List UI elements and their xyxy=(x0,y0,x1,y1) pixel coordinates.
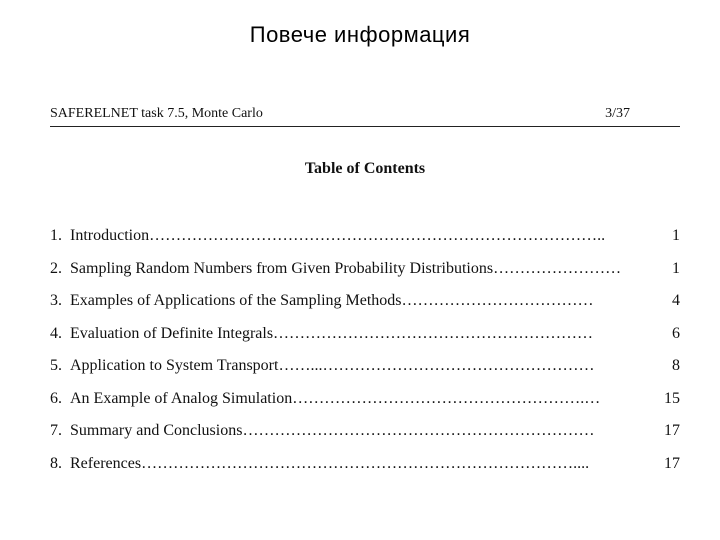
toc-item xyxy=(50,421,680,454)
toc-item-number: 4. xyxy=(50,324,62,342)
toc-item-page: 6 xyxy=(672,324,680,342)
toc-item xyxy=(50,291,680,324)
toc-item-title: Summary and Conclusions………………………………………………………… xyxy=(70,422,595,439)
toc-item-number: 2. xyxy=(50,259,62,277)
toc-item-title: Introduction………………………………………………………………………….. xyxy=(70,227,606,244)
toc-item xyxy=(50,226,680,259)
toc-item-title: Application to System Transport……...…………………………………………… xyxy=(70,357,595,374)
toc-item-title: Examples of Applications of the Sampling Methods……………………………… xyxy=(70,292,594,309)
toc-heading: Table of Contents xyxy=(304,160,426,177)
toc-item-number: 8. xyxy=(50,454,62,472)
toc-item-number: 7. xyxy=(50,422,62,439)
toc-item-title: References……………………………………………………………………….... xyxy=(70,454,590,472)
toc-item-page: 1 xyxy=(672,227,680,244)
toc-item xyxy=(50,324,680,357)
toc-item-number: 3. xyxy=(50,292,62,309)
toc-item-title: Sampling Random Numbers from Given Probability Distributions…………………… xyxy=(70,259,622,277)
document-page-number: 3/37 xyxy=(605,106,630,121)
toc-item-title: An Example of Analog Simulation……………………………………………….… xyxy=(70,389,601,407)
toc-item-page: 4 xyxy=(672,292,680,309)
document-page xyxy=(50,104,680,484)
toc-item-page: 1 xyxy=(672,259,680,277)
toc-item xyxy=(50,454,680,487)
toc-item xyxy=(50,389,680,422)
toc-item xyxy=(50,356,680,389)
document-header-title: SAFERELNET task 7.5, Monte Carlo xyxy=(50,106,263,121)
toc-item-number: 5. xyxy=(50,357,62,374)
toc-item-number: 1. xyxy=(50,227,62,244)
document-header xyxy=(50,104,680,127)
toc-item-page: 15 xyxy=(664,389,680,407)
toc-list xyxy=(50,226,680,486)
toc-item-page: 17 xyxy=(664,454,680,472)
toc-item-number: 6. xyxy=(50,389,62,407)
toc-item-title: Evaluation of Definite Integrals…………………………………………………… xyxy=(70,324,594,342)
toc-item xyxy=(50,259,680,292)
slide-title: Повече информация xyxy=(249,22,471,47)
toc-item-page: 8 xyxy=(672,357,680,374)
toc-item-page: 17 xyxy=(664,422,680,439)
